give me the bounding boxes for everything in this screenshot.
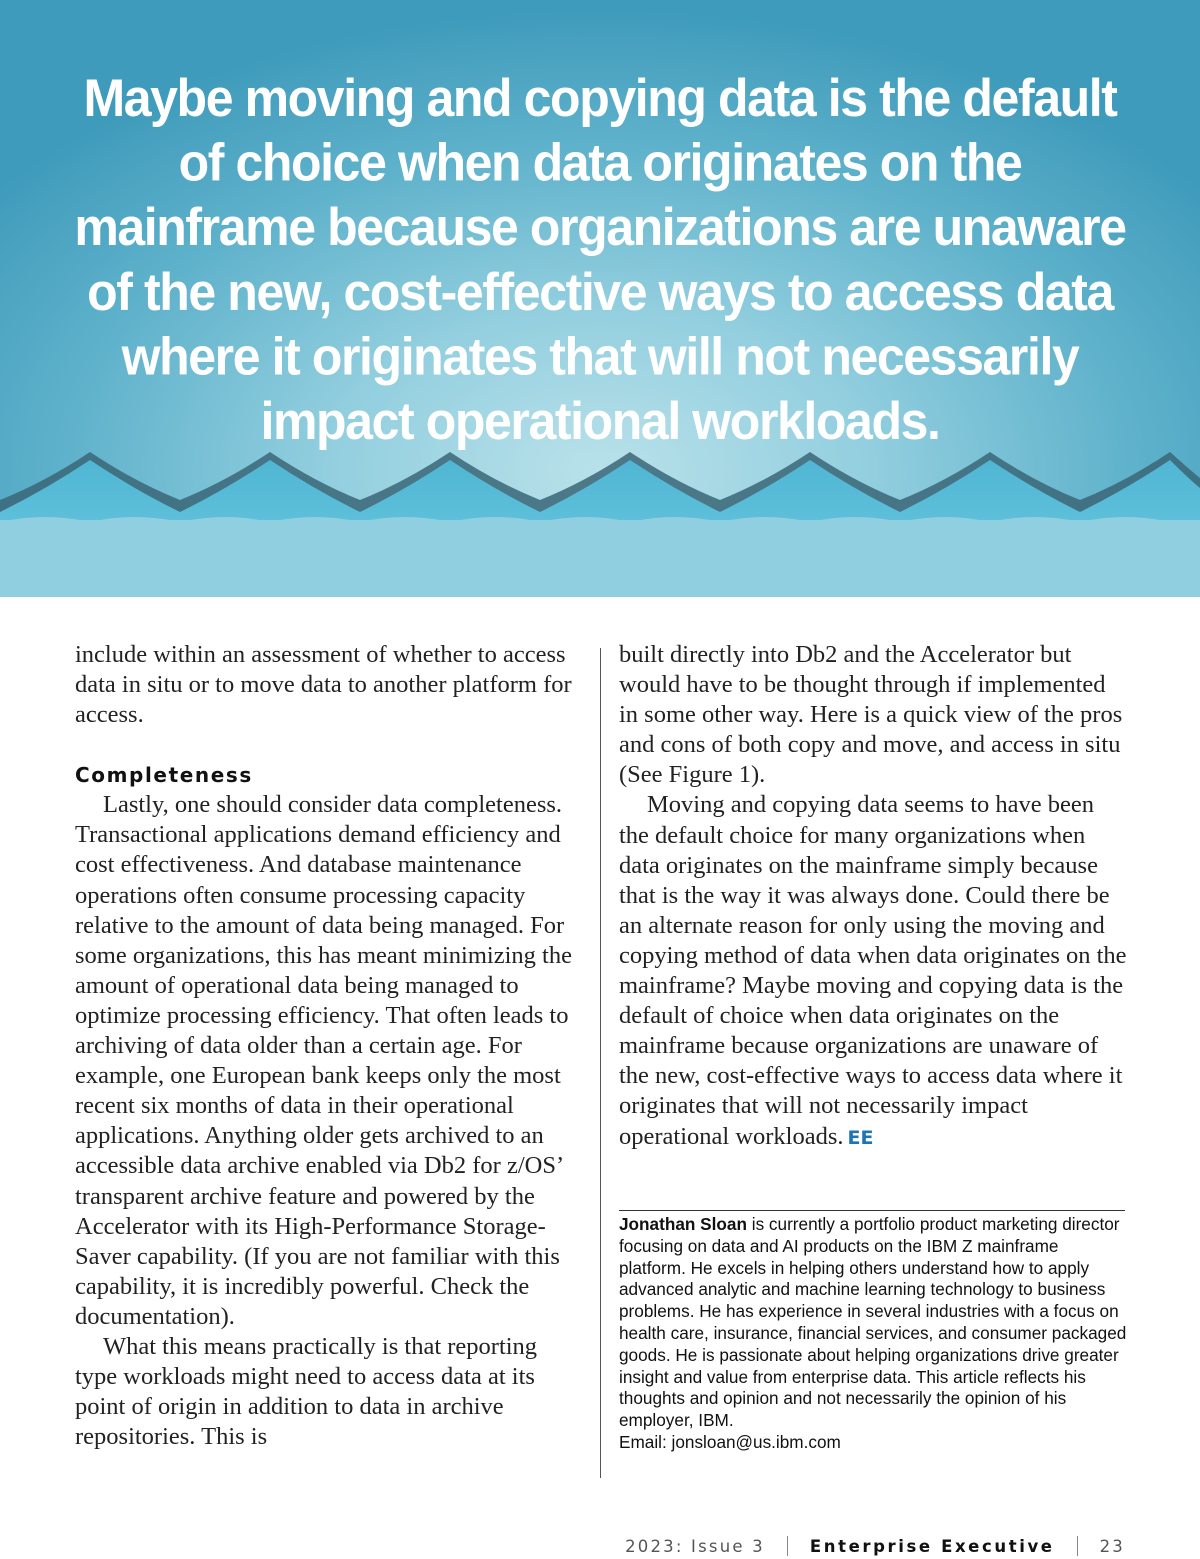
- issue-label: 2023: Issue 3: [625, 1536, 765, 1556]
- author-name: Jonathan Sloan: [619, 1214, 747, 1234]
- footer-separator: [1077, 1536, 1078, 1556]
- hero-banner: [0, 0, 1200, 597]
- author-email-link[interactable]: jonsloan@us.ibm.com: [671, 1431, 841, 1452]
- body-paragraph: Lastly, one should consider data completeness. Transactional applications demand efficiency and cost effectiveness. And database maintenance operations often consume processing capacity relative to the amount of data being managed. For some organizations, this has meant minimizing the amount of operational data being managed to optimize processing efficiency. That often leads to archiving of data older than a certain age. For example, one European bank keeps only the most recent six months of data in their operational applications. Anything older gets archived to an accessible data archive enabled via Db2 for z/OS’ transparent archive feature and powered by the Accelerator with its High-Performance Storage-Saver capability. (If you are not familiar with this capability, it is incredibly powerful. Check the documentation).: [75, 791, 572, 1330]
- bio-divider: [619, 1210, 1125, 1211]
- intro-paragraph: include within an assessment of whether to access data in situ or to move data to another platform for access.: [75, 641, 572, 729]
- body-paragraph: What this means practically is that reporting type workloads might need to access data at its point of origin in addition to data in archive repositories. This is: [75, 1332, 538, 1451]
- page-footer: [625, 1533, 1125, 1559]
- footer-separator: [787, 1536, 788, 1556]
- end-of-article-mark: EE: [847, 1126, 874, 1149]
- author-bio: [619, 1214, 1129, 1454]
- pull-quote: Maybe moving and copying data is the default of choice when data originates on the mainframe because organizations are unaware of the new, cost-effective ways to access data where it originates that will not necessarily impact operational workloads.: [74, 68, 1126, 451]
- author-bio-text: is currently a portfolio product marketing director focusing on data and AI products on the IBM Z mainframe platform. He excels in helping others understand how to apply advanced analytic and machine learning technology to business problems. He has experience in several industries with a focus on health care, insurance, financial services, and consumer packaged goods. He is passionate about helping organizations drive greater insight and value from enterprise data. This article reflects his thoughts and opinion and not necessarily the opinion of his employer, IBM.: [619, 1214, 1127, 1431]
- email-label: Email:: [619, 1431, 672, 1452]
- column-divider: [600, 648, 601, 1478]
- publication-name: Enterprise Executive: [809, 1536, 1055, 1556]
- article-right-column: [619, 640, 1129, 1153]
- page-number: 23: [1099, 1536, 1125, 1556]
- body-paragraph: built directly into Db2 and the Accelerator but would have to be thought through if implemented in some other way. Here is a quick view of the pros and cons of both copy and move, and access in situ (See Figure 1).: [619, 641, 1123, 789]
- article-left-column: [75, 640, 575, 1452]
- section-heading: Completeness: [75, 763, 253, 788]
- closing-paragraph-text: Moving and copying data seems to have been the default choice for many organizations when data originates on the mainframe simply because that is the way it was always done. Could there be an alternate reason for only using the moving and copying method of data when data originates on the mainframe? Maybe moving and copying data is the default of choice when data originates on the mainframe because organizations are unaware of the new, cost-effective ways to access data where it originates that will not necessarily impact operational workloads.: [619, 791, 1127, 1150]
- sea-band: [0, 520, 1200, 597]
- body-paragraph: [619, 790, 1129, 1152]
